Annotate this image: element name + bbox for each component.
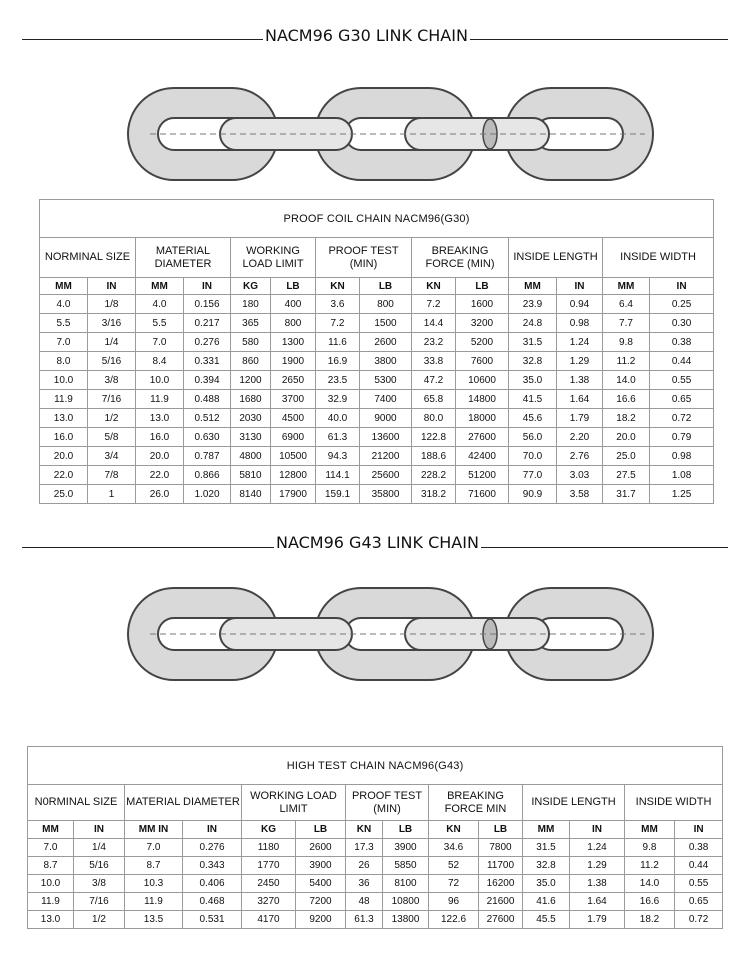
table-cell: 21200 xyxy=(360,447,412,466)
g43-unit-header: LB xyxy=(479,821,523,839)
table-cell: 0.38 xyxy=(675,839,723,857)
table-cell: 1/4 xyxy=(74,839,125,857)
table-cell: 94.3 xyxy=(316,447,360,466)
g43-unit-header: MM xyxy=(523,821,570,839)
table-cell: 14.0 xyxy=(603,371,650,390)
table-cell: 1.020 xyxy=(184,485,231,504)
table-cell: 16.6 xyxy=(603,390,650,409)
g43-table-caption: HIGH TEST CHAIN NACM96(G43) xyxy=(28,747,723,785)
table-cell: 8.4 xyxy=(136,352,184,371)
table-cell: 24.8 xyxy=(509,314,557,333)
table-cell: 2600 xyxy=(360,333,412,352)
g43-column-group-header: N0RMINAL SIZE xyxy=(28,785,125,821)
table-cell: 1200 xyxy=(231,371,271,390)
table-cell: 3/16 xyxy=(88,314,136,333)
table-cell: 0.72 xyxy=(650,409,714,428)
g30-unit-header: KN xyxy=(412,278,456,295)
table-cell: 7.2 xyxy=(412,295,456,314)
table-cell: 32.8 xyxy=(509,352,557,371)
g43-column-group-header: BREAKING FORCE MIN xyxy=(429,785,523,821)
table-cell: 16.9 xyxy=(316,352,360,371)
table-cell: 9.8 xyxy=(603,333,650,352)
table-cell: 0.276 xyxy=(183,839,242,857)
table-cell: 10.3 xyxy=(125,875,183,893)
table-row xyxy=(40,295,714,314)
table-cell: 0.79 xyxy=(650,428,714,447)
table-cell: 20.0 xyxy=(40,447,88,466)
table-cell: 70.0 xyxy=(509,447,557,466)
table-cell: 13600 xyxy=(360,428,412,447)
table-cell: 6900 xyxy=(271,428,316,447)
table-cell: 12800 xyxy=(271,466,316,485)
table-cell: 0.512 xyxy=(184,409,231,428)
table-cell: 31.7 xyxy=(603,485,650,504)
table-cell: 7/16 xyxy=(74,893,125,911)
g30-unit-header: IN xyxy=(88,278,136,295)
table-cell: 2450 xyxy=(242,875,296,893)
table-cell: 11.6 xyxy=(316,333,360,352)
g43-column-group-header: PROOF TEST (MIN) xyxy=(346,785,429,821)
table-cell: 0.55 xyxy=(675,875,723,893)
table-cell: 0.44 xyxy=(675,857,723,875)
table-cell: 0.44 xyxy=(650,352,714,371)
table-cell: 365 xyxy=(231,314,271,333)
table-cell: 14.4 xyxy=(412,314,456,333)
table-cell: 7.0 xyxy=(136,333,184,352)
table-cell: 1 xyxy=(88,485,136,504)
table-cell: 5810 xyxy=(231,466,271,485)
g43-unit-header: KN xyxy=(346,821,383,839)
table-cell: 0.98 xyxy=(650,447,714,466)
table-row xyxy=(40,371,714,390)
table-cell: 0.55 xyxy=(650,371,714,390)
table-cell: 7600 xyxy=(456,352,509,371)
table-cell: 71600 xyxy=(456,485,509,504)
table-cell: 25.0 xyxy=(40,485,88,504)
table-cell: 13.0 xyxy=(136,409,184,428)
table-cell: 8140 xyxy=(231,485,271,504)
table-row xyxy=(40,409,714,428)
table-cell: 0.531 xyxy=(183,911,242,929)
table-cell: 1.24 xyxy=(570,839,625,857)
table-cell: 9.8 xyxy=(625,839,675,857)
table-cell: 26.0 xyxy=(136,485,184,504)
g30-unit-header: LB xyxy=(456,278,509,295)
g43-unit-header: LB xyxy=(383,821,429,839)
g30-column-group-header: INSIDE LENGTH xyxy=(509,238,603,278)
table-cell: 7.0 xyxy=(28,839,74,857)
table-cell: 4.0 xyxy=(40,295,88,314)
table-cell: 52 xyxy=(429,857,479,875)
table-cell: 23.2 xyxy=(412,333,456,352)
table-cell: 7/16 xyxy=(88,390,136,409)
table-cell: 3130 xyxy=(231,428,271,447)
table-cell: 35.0 xyxy=(509,371,557,390)
table-cell: 7400 xyxy=(360,390,412,409)
table-cell: 1500 xyxy=(360,314,412,333)
table-cell: 6.4 xyxy=(603,295,650,314)
g43-unit-header: KN xyxy=(429,821,479,839)
table-cell: 34.6 xyxy=(429,839,479,857)
g30-column-group-header: INSIDE WIDTH xyxy=(603,238,714,278)
table-cell: 13.5 xyxy=(125,911,183,929)
table-cell: 1.08 xyxy=(650,466,714,485)
table-cell: 0.98 xyxy=(557,314,603,333)
table-cell: 3700 xyxy=(271,390,316,409)
table-cell: 10.0 xyxy=(136,371,184,390)
table-cell: 31.5 xyxy=(523,839,570,857)
table-cell: 10800 xyxy=(383,893,429,911)
g30-unit-header: LB xyxy=(271,278,316,295)
g30-unit-header: IN xyxy=(184,278,231,295)
table-cell: 0.331 xyxy=(184,352,231,371)
table-cell: 35.0 xyxy=(523,875,570,893)
table-cell: 8100 xyxy=(383,875,429,893)
table-cell: 800 xyxy=(360,295,412,314)
table-cell: 8.7 xyxy=(28,857,74,875)
table-cell: 0.94 xyxy=(557,295,603,314)
table-cell: 1680 xyxy=(231,390,271,409)
g30-column-group-header: BREAKING FORCE (MIN) xyxy=(412,238,509,278)
table-cell: 27600 xyxy=(479,911,523,929)
table-cell: 0.630 xyxy=(184,428,231,447)
table-cell: 1/4 xyxy=(88,333,136,352)
g30-column-group-header: WORKING LOAD LIMIT xyxy=(231,238,316,278)
table-cell: 3/8 xyxy=(88,371,136,390)
table-cell: 400 xyxy=(271,295,316,314)
table-cell: 7800 xyxy=(479,839,523,857)
table-cell: 77.0 xyxy=(509,466,557,485)
table-cell: 1180 xyxy=(242,839,296,857)
g30-unit-header: MM xyxy=(509,278,557,295)
table-cell: 2600 xyxy=(296,839,346,857)
table-cell: 11.9 xyxy=(28,893,74,911)
table-cell: 11.9 xyxy=(136,390,184,409)
g30-column-group-header: NORMINAL SIZE xyxy=(40,238,136,278)
table-cell: 7.0 xyxy=(125,839,183,857)
table-cell: 96 xyxy=(429,893,479,911)
g43-unit-header: MM IN xyxy=(125,821,183,839)
table-cell: 13.0 xyxy=(40,409,88,428)
table-cell: 0.394 xyxy=(184,371,231,390)
table-cell: 14.0 xyxy=(625,875,675,893)
table-cell: 0.25 xyxy=(650,295,714,314)
table-cell: 14800 xyxy=(456,390,509,409)
table-cell: 11.9 xyxy=(40,390,88,409)
table-cell: 7.7 xyxy=(603,314,650,333)
table-cell: 159.1 xyxy=(316,485,360,504)
table-cell: 21600 xyxy=(479,893,523,911)
g43-unit-header: MM xyxy=(28,821,74,839)
table-cell: 25600 xyxy=(360,466,412,485)
table-cell: 40.0 xyxy=(316,409,360,428)
g30-section-title: NACM96 G30 LINK CHAIN xyxy=(265,26,468,45)
table-row xyxy=(40,428,714,447)
table-cell: 27.5 xyxy=(603,466,650,485)
table-cell: 860 xyxy=(231,352,271,371)
g43-spec-table xyxy=(27,746,723,929)
g43-column-group-header: WORKING LOAD LIMIT xyxy=(242,785,346,821)
table-cell: 800 xyxy=(271,314,316,333)
table-cell: 1900 xyxy=(271,352,316,371)
table-cell: 5850 xyxy=(383,857,429,875)
table-cell: 10500 xyxy=(271,447,316,466)
g30-unit-header: KG xyxy=(231,278,271,295)
table-cell: 90.9 xyxy=(509,485,557,504)
g43-unit-header: IN xyxy=(675,821,723,839)
g43-column-group-header: INSIDE WIDTH xyxy=(625,785,723,821)
table-cell: 7/8 xyxy=(88,466,136,485)
table-cell: 41.6 xyxy=(523,893,570,911)
table-cell: 65.8 xyxy=(412,390,456,409)
table-cell: 13800 xyxy=(383,911,429,929)
g43-unit-header: IN xyxy=(570,821,625,839)
g30-unit-header: MM xyxy=(603,278,650,295)
table-cell: 1.38 xyxy=(570,875,625,893)
table-cell: 1.24 xyxy=(557,333,603,352)
table-cell: 11.9 xyxy=(125,893,183,911)
g30-column-group-header: PROOF TEST (MIN) xyxy=(316,238,412,278)
table-cell: 1.29 xyxy=(557,352,603,371)
table-cell: 1.64 xyxy=(557,390,603,409)
table-cell: 1.25 xyxy=(650,485,714,504)
g30-column-group-header: MATERIAL DIAMETER xyxy=(136,238,231,278)
table-cell: 5.5 xyxy=(40,314,88,333)
g30-unit-header: LB xyxy=(360,278,412,295)
table-cell: 1/2 xyxy=(88,409,136,428)
table-cell: 31.5 xyxy=(509,333,557,352)
table-cell: 17900 xyxy=(271,485,316,504)
g43-section-title: NACM96 G43 LINK CHAIN xyxy=(276,533,479,552)
table-cell: 4500 xyxy=(271,409,316,428)
table-cell: 13.0 xyxy=(28,911,74,929)
table-cell: 1.79 xyxy=(570,911,625,929)
table-cell: 122.6 xyxy=(429,911,479,929)
table-cell: 20.0 xyxy=(136,447,184,466)
table-row xyxy=(40,314,714,333)
table-row xyxy=(28,857,723,875)
table-cell: 16.0 xyxy=(40,428,88,447)
table-cell: 2.20 xyxy=(557,428,603,447)
g43-unit-header: KG xyxy=(242,821,296,839)
table-row xyxy=(40,352,714,371)
g43-chain-illustration xyxy=(120,580,660,690)
table-cell: 0.217 xyxy=(184,314,231,333)
table-row xyxy=(40,485,714,504)
table-cell: 56.0 xyxy=(509,428,557,447)
table-cell: 0.406 xyxy=(183,875,242,893)
table-cell: 18.2 xyxy=(625,911,675,929)
table-cell: 5200 xyxy=(456,333,509,352)
table-cell: 1.38 xyxy=(557,371,603,390)
table-cell: 42400 xyxy=(456,447,509,466)
table-cell: 1600 xyxy=(456,295,509,314)
table-cell: 25.0 xyxy=(603,447,650,466)
table-cell: 17.3 xyxy=(346,839,383,857)
table-cell: 5.5 xyxy=(136,314,184,333)
table-cell: 2030 xyxy=(231,409,271,428)
table-cell: 3900 xyxy=(383,839,429,857)
table-cell: 2650 xyxy=(271,371,316,390)
table-cell: 180 xyxy=(231,295,271,314)
g30-unit-header: IN xyxy=(557,278,603,295)
table-cell: 0.30 xyxy=(650,314,714,333)
table-cell: 20.0 xyxy=(603,428,650,447)
table-cell: 1.79 xyxy=(557,409,603,428)
table-cell: 23.9 xyxy=(509,295,557,314)
table-cell: 45.5 xyxy=(523,911,570,929)
table-cell: 3/8 xyxy=(74,875,125,893)
table-cell: 9000 xyxy=(360,409,412,428)
table-cell: 0.866 xyxy=(184,466,231,485)
table-cell: 3.58 xyxy=(557,485,603,504)
table-cell: 1/8 xyxy=(88,295,136,314)
table-cell: 580 xyxy=(231,333,271,352)
g30-table-caption: PROOF COIL CHAIN NACM96(G30) xyxy=(40,200,714,238)
g43-unit-header: IN xyxy=(74,821,125,839)
g43-unit-header: MM xyxy=(625,821,675,839)
table-cell: 32.9 xyxy=(316,390,360,409)
table-cell: 35800 xyxy=(360,485,412,504)
table-cell: 5300 xyxy=(360,371,412,390)
table-cell: 33.8 xyxy=(412,352,456,371)
table-cell: 8.0 xyxy=(40,352,88,371)
table-row xyxy=(40,447,714,466)
table-cell: 7.0 xyxy=(40,333,88,352)
g43-chain-link-side xyxy=(405,618,549,650)
table-cell: 1300 xyxy=(271,333,316,352)
table-cell: 0.156 xyxy=(184,295,231,314)
table-cell: 3900 xyxy=(296,857,346,875)
table-cell: 0.65 xyxy=(650,390,714,409)
table-row xyxy=(40,390,714,409)
g43-unit-header: LB xyxy=(296,821,346,839)
table-cell: 0.72 xyxy=(675,911,723,929)
table-cell: 1/2 xyxy=(74,911,125,929)
table-cell: 0.65 xyxy=(675,893,723,911)
table-cell: 16.0 xyxy=(136,428,184,447)
table-cell: 4170 xyxy=(242,911,296,929)
table-cell: 3800 xyxy=(360,352,412,371)
table-cell: 18.2 xyxy=(603,409,650,428)
table-cell: 61.3 xyxy=(316,428,360,447)
table-cell: 0.468 xyxy=(183,893,242,911)
table-cell: 10.0 xyxy=(40,371,88,390)
table-cell: 7.2 xyxy=(316,314,360,333)
table-cell: 72 xyxy=(429,875,479,893)
table-cell: 47.2 xyxy=(412,371,456,390)
table-cell: 22.0 xyxy=(40,466,88,485)
table-cell: 80.0 xyxy=(412,409,456,428)
table-cell: 1770 xyxy=(242,857,296,875)
table-cell: 7200 xyxy=(296,893,346,911)
table-cell: 11.2 xyxy=(625,857,675,875)
table-row xyxy=(40,466,714,485)
table-cell: 318.2 xyxy=(412,485,456,504)
g43-column-group-header: MATERIAL DIAMETER xyxy=(125,785,242,821)
table-row xyxy=(40,333,714,352)
table-cell: 41.5 xyxy=(509,390,557,409)
table-cell: 11700 xyxy=(479,857,523,875)
table-cell: 188.6 xyxy=(412,447,456,466)
table-cell: 3270 xyxy=(242,893,296,911)
table-cell: 122.8 xyxy=(412,428,456,447)
table-cell: 114.1 xyxy=(316,466,360,485)
table-cell: 3.6 xyxy=(316,295,360,314)
table-cell: 4.0 xyxy=(136,295,184,314)
table-cell: 5400 xyxy=(296,875,346,893)
g43-column-group-header: INSIDE LENGTH xyxy=(523,785,625,821)
table-cell: 45.6 xyxy=(509,409,557,428)
g30-chain-link-side xyxy=(405,118,549,150)
table-row xyxy=(28,875,723,893)
table-cell: 10600 xyxy=(456,371,509,390)
table-cell: 3/4 xyxy=(88,447,136,466)
table-cell: 16200 xyxy=(479,875,523,893)
g30-unit-header: KN xyxy=(316,278,360,295)
table-cell: 22.0 xyxy=(136,466,184,485)
table-cell: 5/8 xyxy=(88,428,136,447)
g30-unit-header: IN xyxy=(650,278,714,295)
g30-unit-header: MM xyxy=(40,278,88,295)
table-cell: 0.38 xyxy=(650,333,714,352)
table-cell: 228.2 xyxy=(412,466,456,485)
table-cell: 1.29 xyxy=(570,857,625,875)
table-cell: 1.64 xyxy=(570,893,625,911)
table-cell: 8.7 xyxy=(125,857,183,875)
table-cell: 9200 xyxy=(296,911,346,929)
table-row xyxy=(28,911,723,929)
g30-unit-header: MM xyxy=(136,278,184,295)
table-cell: 4800 xyxy=(231,447,271,466)
table-cell: 0.276 xyxy=(184,333,231,352)
table-cell: 3200 xyxy=(456,314,509,333)
g30-spec-table xyxy=(39,199,714,504)
table-cell: 18000 xyxy=(456,409,509,428)
table-cell: 5/16 xyxy=(74,857,125,875)
table-row xyxy=(28,839,723,857)
table-cell: 10.0 xyxy=(28,875,74,893)
table-cell: 48 xyxy=(346,893,383,911)
table-cell: 2.76 xyxy=(557,447,603,466)
table-cell: 61.3 xyxy=(346,911,383,929)
table-cell: 3.03 xyxy=(557,466,603,485)
table-cell: 23.5 xyxy=(316,371,360,390)
g30-chain-illustration xyxy=(120,80,660,190)
table-cell: 26 xyxy=(346,857,383,875)
table-cell: 0.488 xyxy=(184,390,231,409)
table-cell: 32.8 xyxy=(523,857,570,875)
table-row xyxy=(28,893,723,911)
table-cell: 0.343 xyxy=(183,857,242,875)
table-cell: 36 xyxy=(346,875,383,893)
g43-unit-header: IN xyxy=(183,821,242,839)
table-cell: 5/16 xyxy=(88,352,136,371)
table-cell: 27600 xyxy=(456,428,509,447)
table-cell: 0.787 xyxy=(184,447,231,466)
table-cell: 11.2 xyxy=(603,352,650,371)
table-cell: 16.6 xyxy=(625,893,675,911)
table-cell: 51200 xyxy=(456,466,509,485)
